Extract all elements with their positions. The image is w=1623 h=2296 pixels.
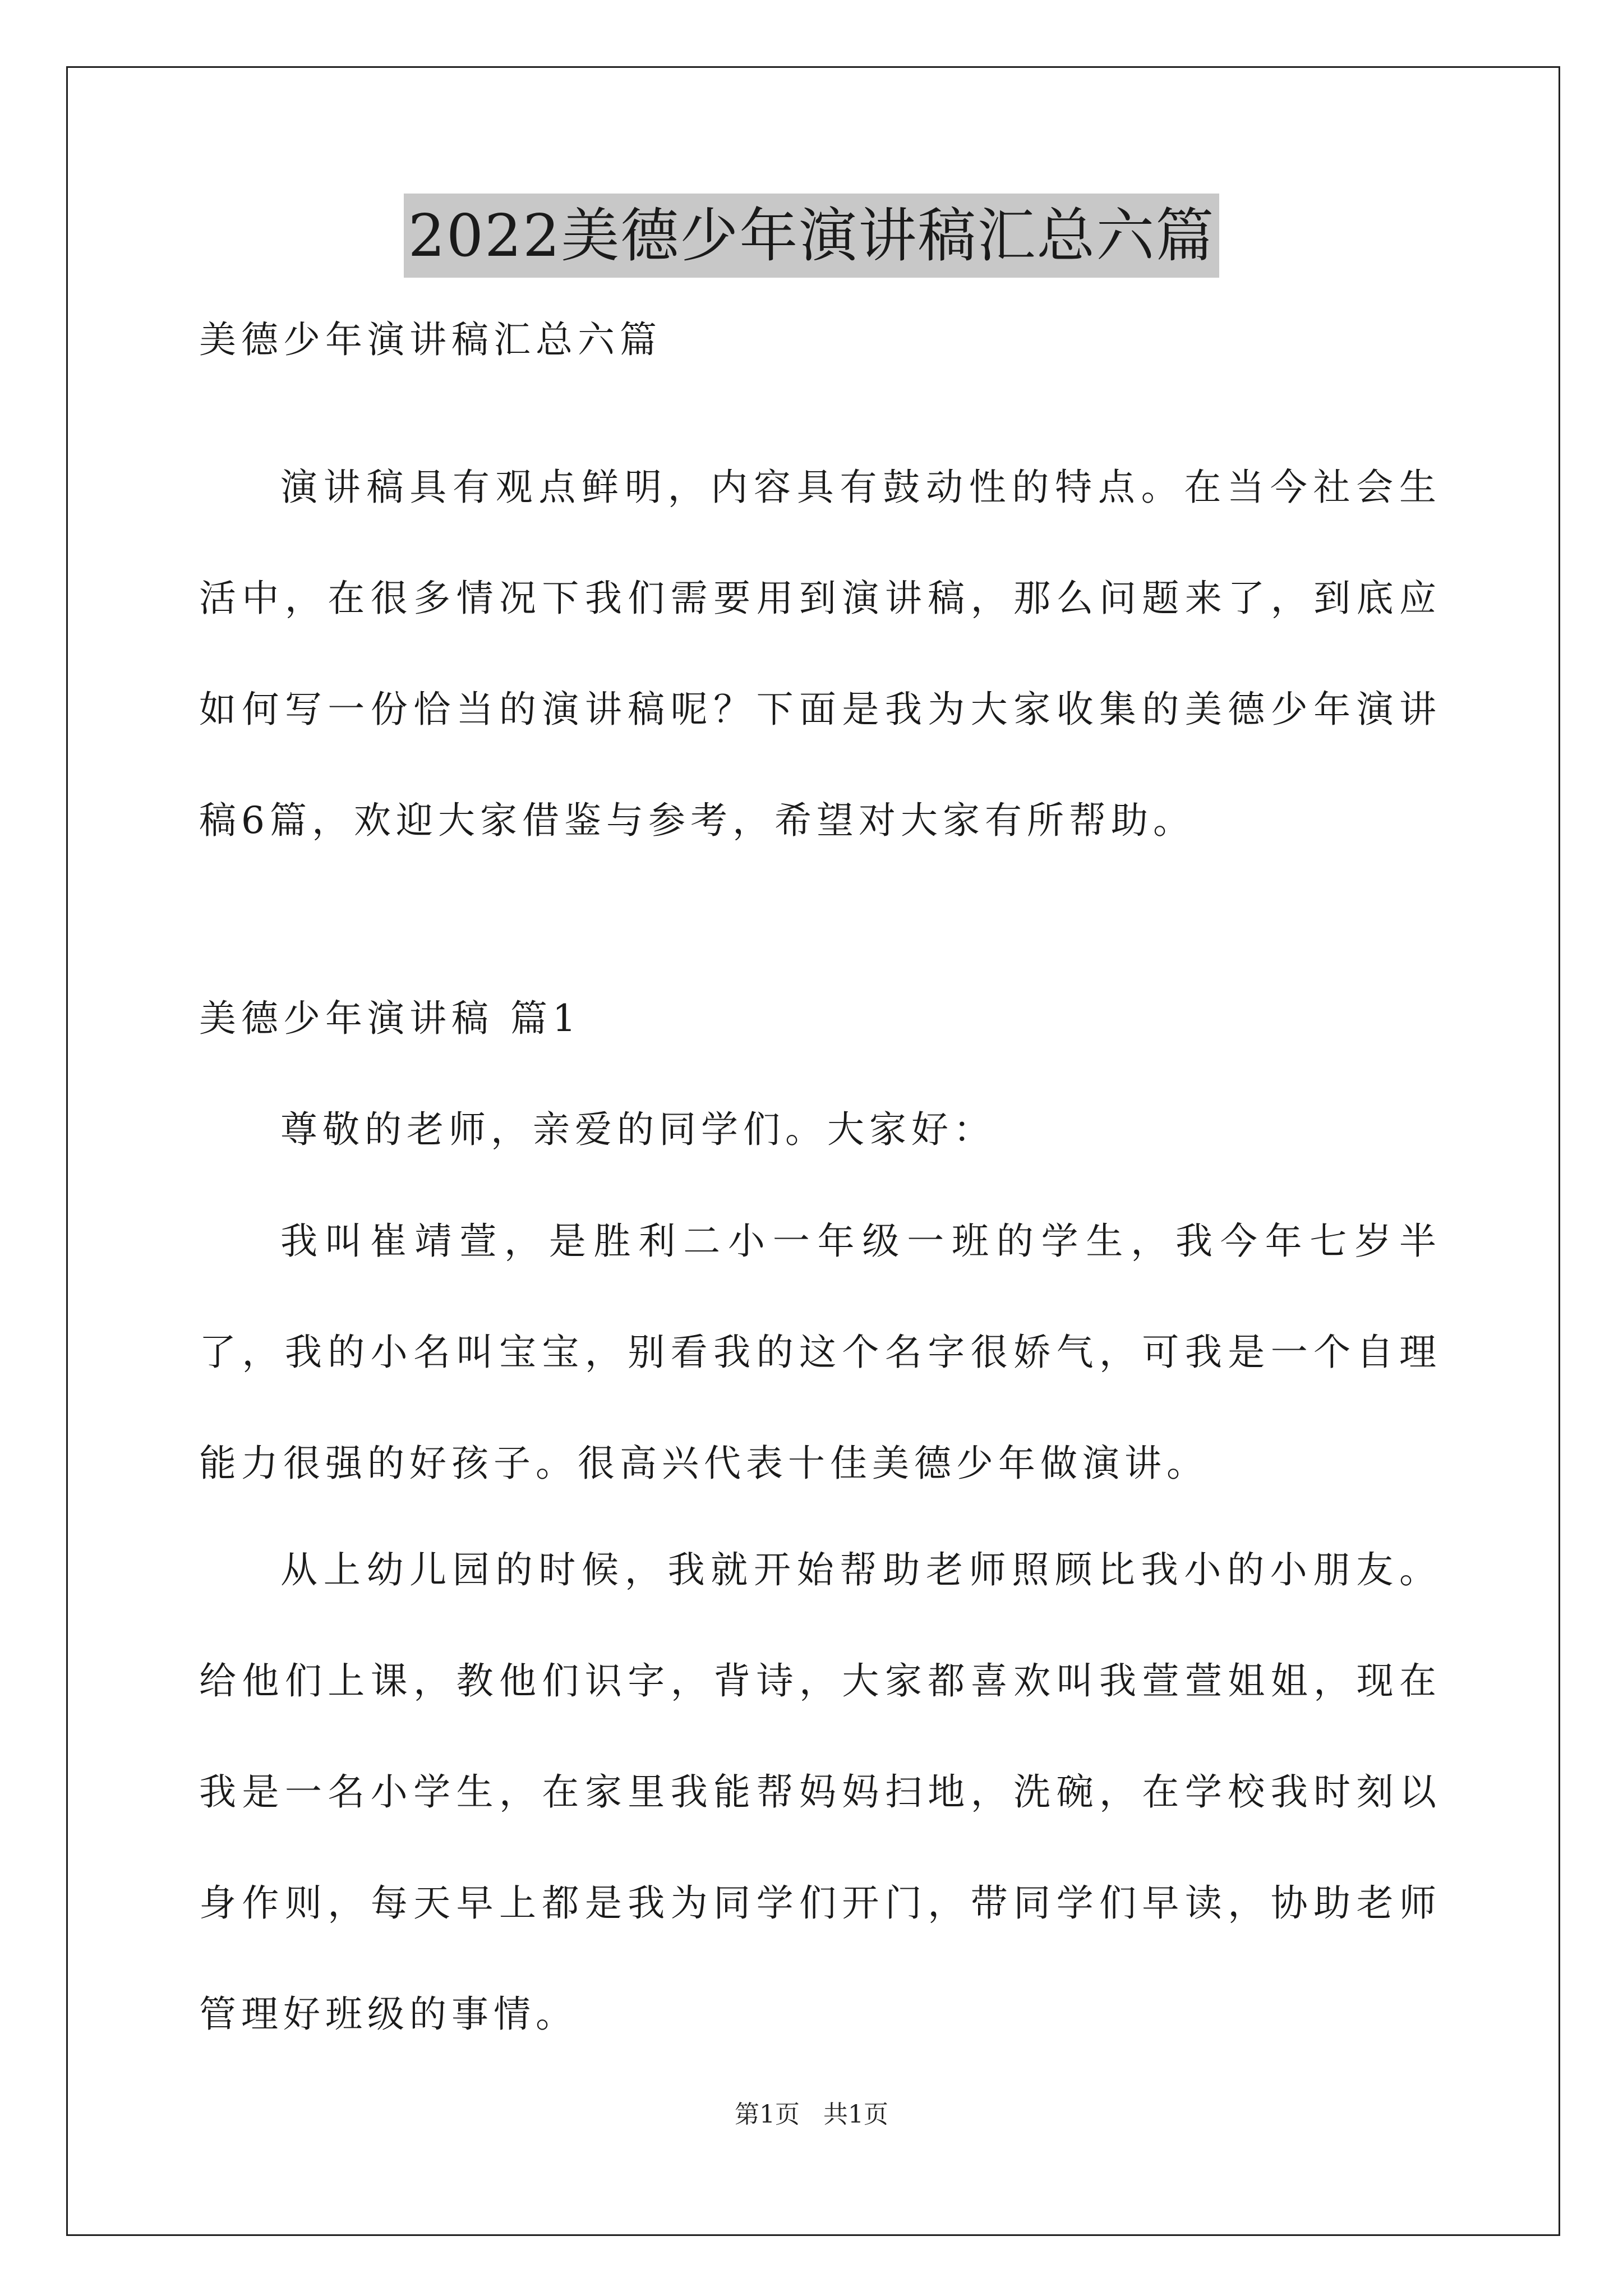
document-title: 2022美德少年演讲稿汇总六篇 [404, 194, 1220, 278]
document-subtitle: 美德少年演讲稿汇总六篇 [199, 318, 662, 361]
intro-paragraph: 演讲稿具有观点鲜明，内容具有鼓动性的特点。在当今社会生活中，在很多情况下我们需要用到演讲稿，那么问题来了，到底应如何写一份恰当的演讲稿呢？下面是我为大家收集的美德少年演讲稿6篇，欢迎大家借鉴与参考，希望对大家有所帮助。 [199, 466, 1441, 842]
document-title-wrap [0, 194, 1623, 295]
greeting-paragraph: 尊敬的老师，亲爱的同学们。大家好： [280, 1108, 995, 1151]
page-footer [0, 2098, 1623, 2132]
body-paragraph-1: 我叫崔靖萱，是胜利二小一年级一班的学生，我今年七岁半了，我的小名叫宝宝，别看我的这个名字很娇气，可我是一个自理能力很强的好孩子。很高兴代表十佳美德少年做演讲。 [199, 1220, 1441, 1485]
page-total: 共1页 [823, 2100, 888, 2129]
body-paragraph-2: 从上幼儿园的时候，我就开始帮助老师照顾比我小的小朋友。给他们上课，教他们识字，背诗，大家都喜欢叫我萱萱姐姐，现在我是一名小学生，在家里我能帮妈妈扫地，洗碗，在学校我时刻以身作则，每天早上都是我为同学们开门，带同学们早读，协助老师管理好班级的事情。 [199, 1548, 1441, 2036]
page-number: 第1页 [735, 2100, 800, 2129]
section-heading: 美德少年演讲稿 篇1 [199, 997, 581, 1040]
